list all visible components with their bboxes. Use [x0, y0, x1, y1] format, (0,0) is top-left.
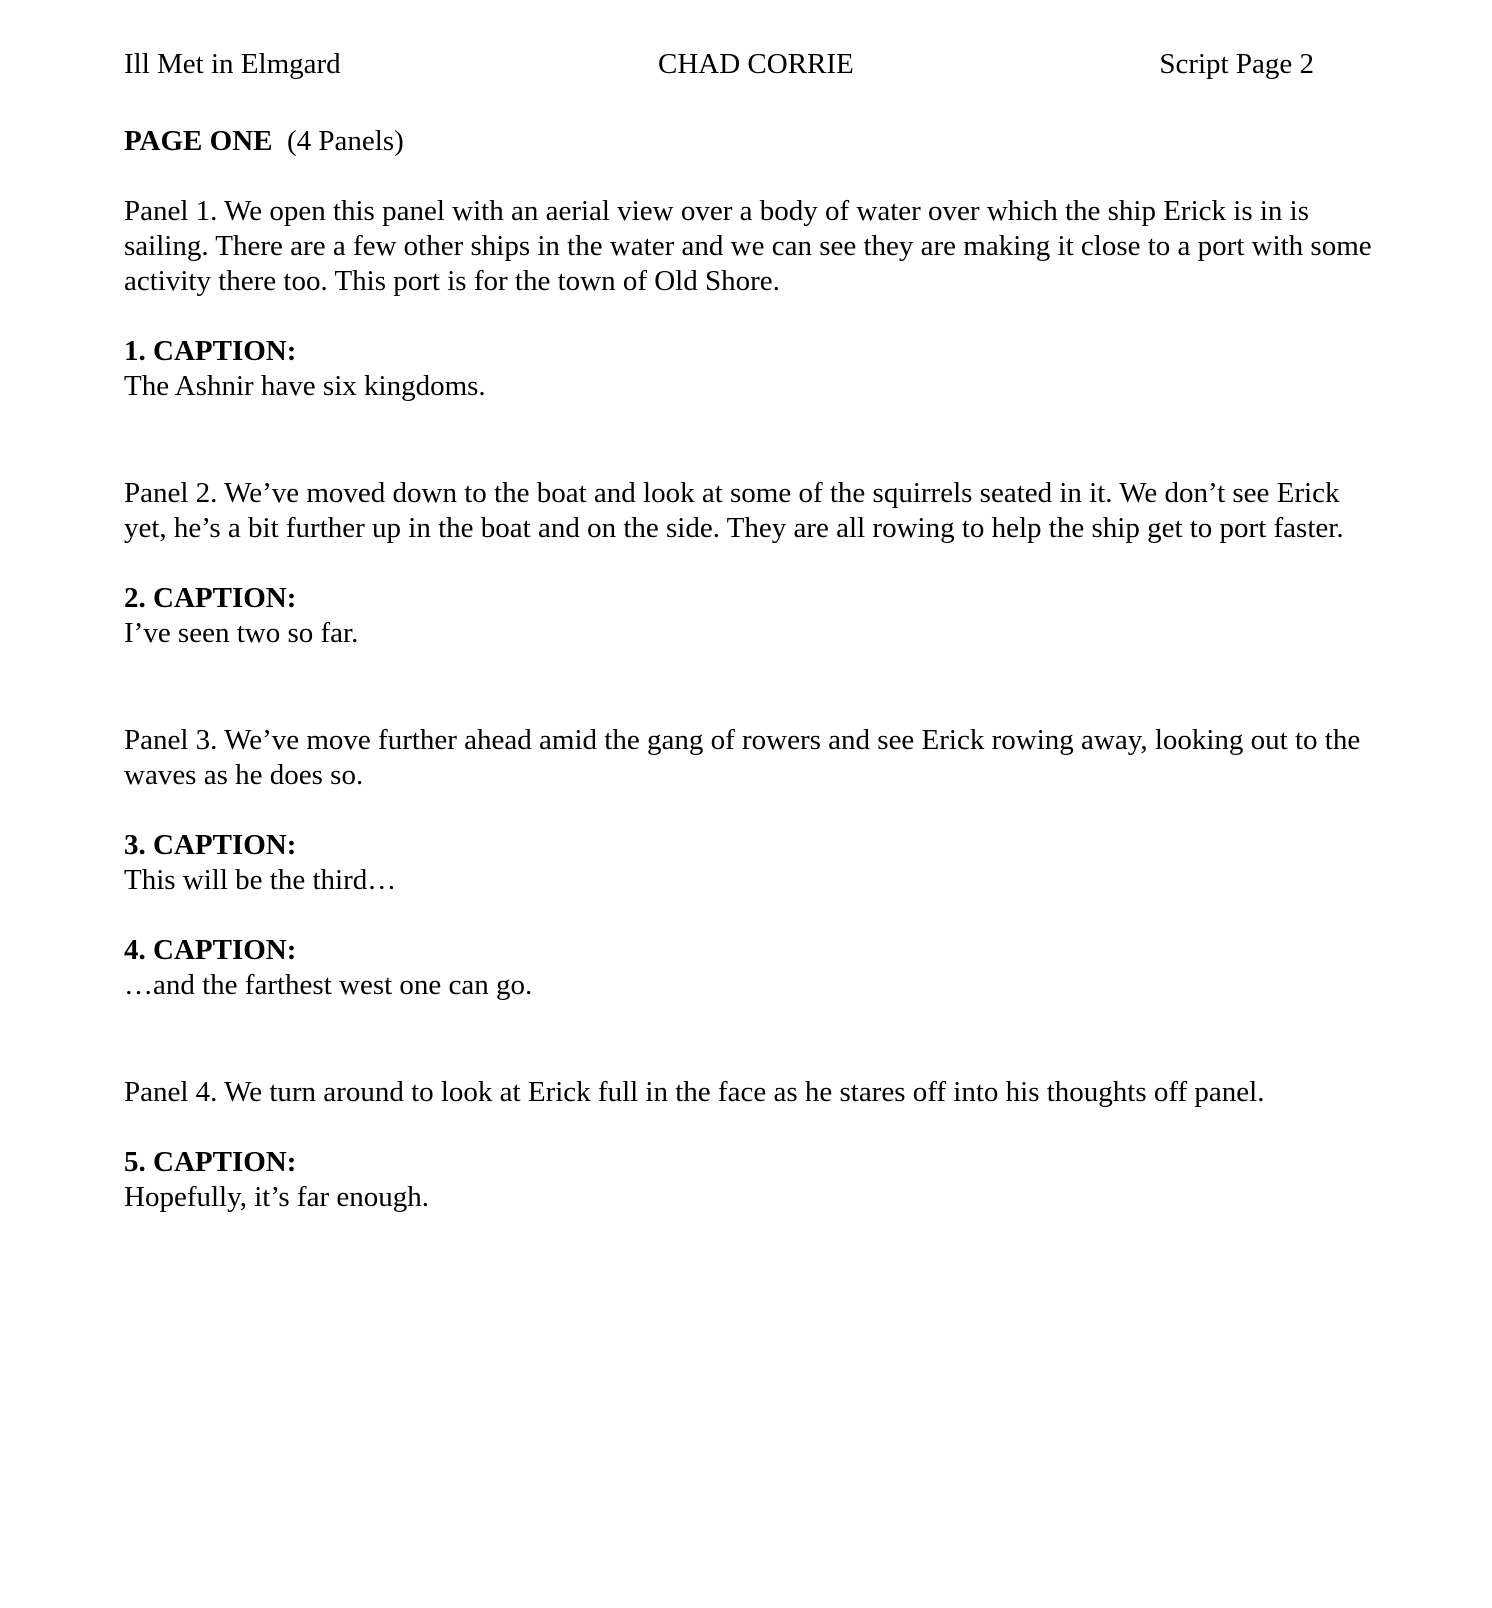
header-title: Ill Met in Elmgard	[124, 48, 341, 80]
panel-1	[124, 194, 1384, 404]
page-heading-panel-count: (4 Panels)	[287, 125, 404, 157]
panel-description: Panel 1. We open this panel with an aerial view over a body of water over which the ship Erick is in is sailing. There are a few other ships in the water and we can see they are making it close to a port with some activity there too. This port is for the town of Old Shore.	[124, 195, 1372, 297]
caption-label: 1. CAPTION:	[124, 335, 297, 367]
panel-description: Panel 3. We’ve move further ahead amid the gang of rowers and see Erick rowing away, looking out to the waves as he does so.	[124, 724, 1361, 791]
panel-description: Panel 4. We turn around to look at Erick full in the face as he stares off into his thoughts off panel.	[124, 1076, 1265, 1108]
caption-text: The Ashnir have six kingdoms.	[124, 370, 486, 402]
caption-text: Hopefully, it’s far enough.	[124, 1181, 429, 1213]
page-header	[124, 44, 1314, 84]
caption	[124, 933, 1384, 1003]
caption-text: …and the farthest west one can go.	[124, 969, 533, 1001]
page-heading	[124, 124, 1384, 159]
caption-label: 3. CAPTION:	[124, 829, 297, 861]
caption-label: 4. CAPTION:	[124, 934, 297, 966]
panel-2	[124, 476, 1384, 651]
caption-label: 5. CAPTION:	[124, 1146, 297, 1178]
panel-spacer	[124, 651, 1384, 723]
page-heading-title: PAGE ONE	[124, 125, 273, 157]
panel-spacer	[124, 404, 1384, 476]
caption-label: 2. CAPTION:	[124, 582, 297, 614]
caption	[124, 581, 1384, 651]
panel-3	[124, 723, 1384, 1003]
header-author: CHAD CORRIE	[658, 48, 854, 80]
panel-spacer	[124, 1003, 1384, 1075]
caption-text: This will be the third…	[124, 864, 397, 896]
panel-description: Panel 2. We’ve moved down to the boat and look at some of the squirrels seated in it. We don’t see Erick yet, he’s a bit further up in the boat and on the side. They are all rowing to help the ship get to port faster.	[124, 477, 1344, 544]
panel-4	[124, 1075, 1384, 1215]
caption	[124, 1145, 1384, 1215]
header-page-number: Script Page 2	[1159, 48, 1314, 80]
caption-text: I’ve seen two so far.	[124, 617, 359, 649]
caption	[124, 334, 1384, 404]
script-body	[124, 124, 1384, 1215]
caption	[124, 828, 1384, 898]
